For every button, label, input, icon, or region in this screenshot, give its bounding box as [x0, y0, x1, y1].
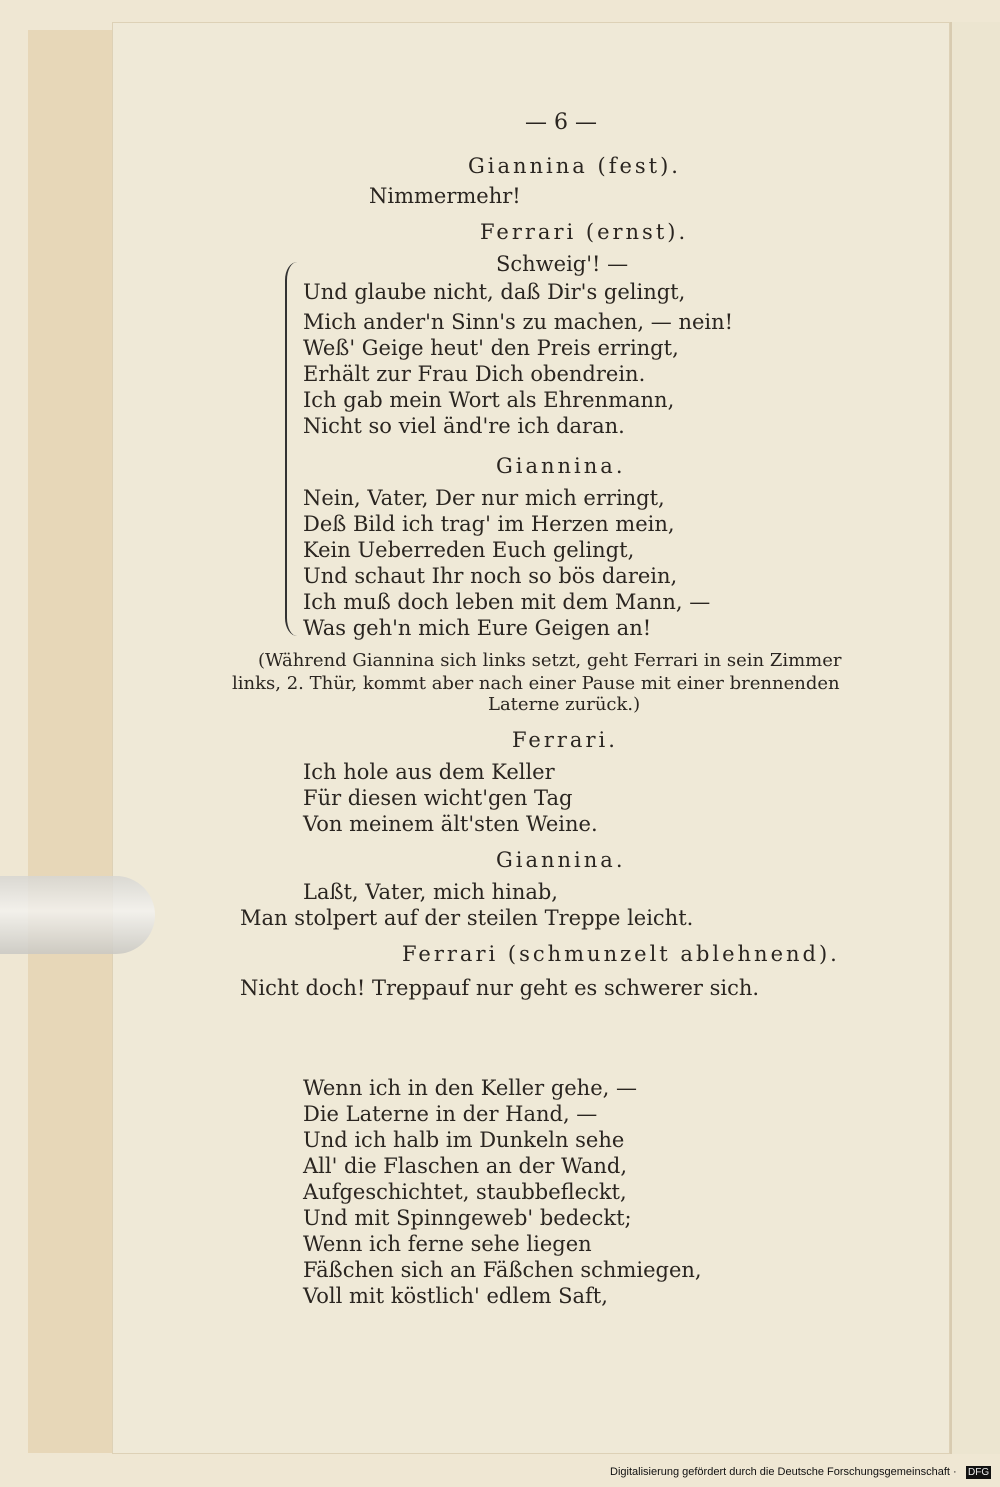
brace-lower	[285, 452, 299, 636]
dfg-logo: DFG	[968, 1467, 990, 1478]
speaker-giannina: Giannina.	[496, 848, 626, 872]
verse-line: Und schaut Ihr noch so bös darein,	[303, 564, 678, 588]
verse-line: Ich muß doch leben mit dem Mann, —	[303, 590, 711, 614]
stage-direction-line: Laterne zurück.)	[488, 694, 641, 715]
stage-direction-line: (Während Giannina sich links setzt, geht Ferrari in sein Zimmer	[258, 650, 842, 671]
verse-line: Voll mit köstlich' edlem Saft,	[303, 1284, 608, 1308]
verse-line: Erhält zur Frau Dich obendrein.	[303, 362, 646, 386]
verse-line: Von meinem ält'sten Weine.	[303, 812, 598, 836]
speaker-ferrari: Ferrari.	[512, 728, 618, 752]
verse-line: Die Laterne in der Hand, —	[303, 1102, 598, 1126]
stage-direction-line: links, 2. Thür, kommt aber nach einer Pause mit einer brennenden	[232, 673, 840, 694]
verse-line: Ich hole aus dem Keller	[303, 760, 555, 784]
verse-line: Nicht doch! Treppauf nur geht es schwerer sich.	[240, 976, 760, 1000]
verse-line: Aufgeschichtet, staubbefleckt,	[303, 1180, 627, 1204]
book-edge	[28, 30, 120, 1453]
verse-line: Laßt, Vater, mich hinab,	[303, 880, 558, 904]
page-number: — 6 —	[525, 110, 597, 135]
verse-line: Deß Bild ich trag' im Herzen mein,	[303, 512, 675, 536]
verse-line: Mich ander'n Sinn's zu machen, — nein!	[303, 310, 734, 334]
verse-line: Und mit Spinngeweb' bedeckt;	[303, 1206, 632, 1230]
brace-upper	[285, 262, 299, 452]
verse-line: Wenn ich in den Keller gehe, —	[303, 1076, 637, 1100]
verse-line: Wenn ich ferne sehe liegen	[303, 1232, 592, 1256]
verse-line: Fäßchen sich an Fäßchen schmiegen,	[303, 1258, 702, 1282]
speaker-giannina: Giannina.	[496, 454, 626, 478]
digitization-credit: Digitalisierung gefördert durch die Deutsche Forschungsgemeinschaft ·	[610, 1466, 957, 1478]
facing-page-edge	[950, 22, 1000, 1454]
line-schweig: Schweig'! —	[496, 252, 629, 276]
verse-line: Was geh'n mich Eure Geigen an!	[303, 616, 652, 640]
line-nimmermehr: Nimmermehr!	[369, 184, 521, 208]
verse-line: Ich gab mein Wort als Ehrenmann,	[303, 388, 675, 412]
verse-line: All' die Flaschen an der Wand,	[303, 1154, 628, 1178]
verse-line: Man stolpert auf der steilen Treppe leicht.	[240, 906, 694, 930]
verse-line: Und ich halb im Dunkeln sehe	[303, 1128, 625, 1152]
scanner-thumb-shadow	[0, 876, 155, 954]
verse-line: Kein Ueberreden Euch gelingt,	[303, 538, 635, 562]
verse-line: Nicht so viel änd're ich daran.	[303, 414, 625, 438]
speaker-ferrari-ernst: Ferrari (ernst).	[480, 220, 689, 244]
speaker-giannina-fest: Giannina (fest).	[468, 154, 681, 178]
verse-line: Und glaube nicht, daß Dir's gelingt,	[303, 280, 686, 304]
verse-line: Weß' Geige heut' den Preis erringt,	[303, 336, 679, 360]
verse-line: Nein, Vater, Der nur mich erringt,	[303, 486, 665, 510]
verse-line: Für diesen wicht'gen Tag	[303, 786, 573, 810]
speaker-ferrari-schmunzelt: Ferrari (schmunzelt ablehnend).	[402, 942, 840, 966]
